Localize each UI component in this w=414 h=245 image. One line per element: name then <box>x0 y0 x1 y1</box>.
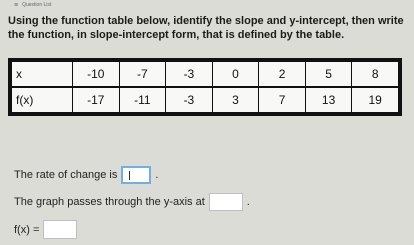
function-question <box>14 220 77 239</box>
rate-of-change-input[interactable] <box>121 166 151 184</box>
fx-value: -17 <box>73 87 120 113</box>
fx-value: 19 <box>352 87 399 113</box>
question-list-label: Question List <box>22 2 52 8</box>
fx-value: -11 <box>119 87 166 113</box>
question-list-bar[interactable] <box>0 0 414 10</box>
fx-row <box>12 87 399 113</box>
rate-of-change-label: The rate of change is <box>14 169 118 181</box>
y-intercept-question <box>14 193 250 211</box>
y-intercept-label: The graph passes through the y-axis at <box>14 196 205 208</box>
x-row <box>12 62 399 88</box>
function-label: f(x) = <box>14 223 40 236</box>
x-label: x <box>12 62 73 88</box>
x-value: -3 <box>166 62 213 88</box>
x-value: -7 <box>119 62 166 88</box>
text-caret <box>129 171 130 180</box>
fx-value: 7 <box>259 87 306 113</box>
x-value: -10 <box>73 62 120 88</box>
list-icon: ≡ <box>14 1 19 9</box>
instruction-text: Using the function table below, identify the slope and y-intercept, then write the function, in slope-intercept form, that is defined by the table. <box>8 15 404 41</box>
rate-of-change-question <box>14 166 158 184</box>
function-input[interactable] <box>43 220 77 239</box>
fx-value: 13 <box>305 87 352 113</box>
intercept-period: . <box>246 196 250 208</box>
x-value: 8 <box>352 62 399 88</box>
function-table <box>8 58 402 116</box>
fx-value: 3 <box>212 87 259 113</box>
fx-label: f(x) <box>12 87 73 113</box>
rate-period: . <box>155 169 159 181</box>
y-intercept-input[interactable] <box>209 193 243 211</box>
x-value: 0 <box>212 62 259 88</box>
x-value: 5 <box>305 62 352 88</box>
x-value: 2 <box>259 62 306 88</box>
fx-value: -3 <box>166 87 213 113</box>
